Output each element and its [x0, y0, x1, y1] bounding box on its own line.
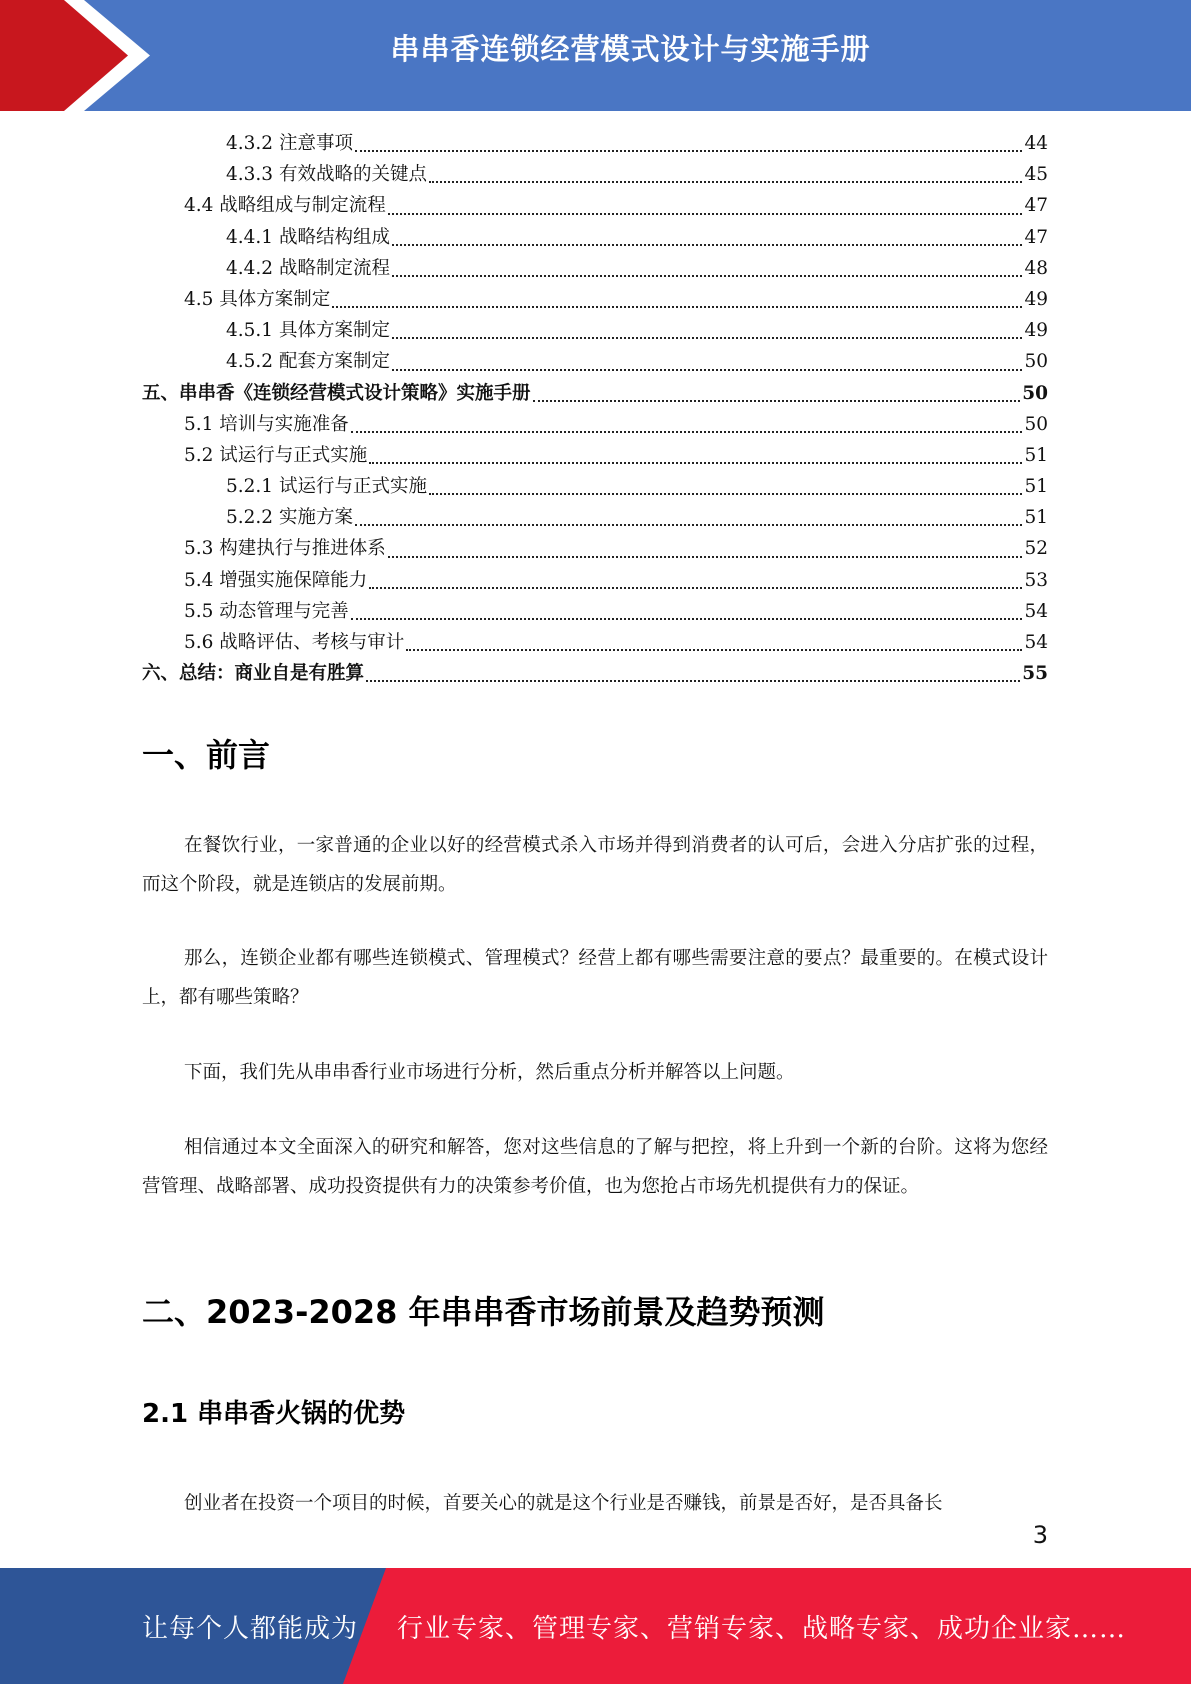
footer-slogan-left: 让每个人都能成为 — [142, 1614, 359, 1644]
toc-dot-leader — [332, 306, 1022, 308]
paragraph: 创业者在投资一个项目的时候，首要关心的就是这个行业是否赚钱，前景是否好，是否具备长 — [184, 1493, 943, 1514]
heading-chapter-2: 二、2023-2028 年串串香市场前景及趋势预测 — [142, 1293, 825, 1331]
toc-entry-page: 51 — [1024, 444, 1048, 466]
toc-entry[interactable] — [142, 627, 1048, 658]
toc-entry-label: 4.5.2 配套方案制定 — [226, 351, 390, 373]
header-chevron-decoration — [0, 0, 160, 111]
toc-dot-leader — [406, 649, 1022, 651]
toc-entry[interactable] — [142, 284, 1048, 315]
toc-entry[interactable] — [142, 658, 1048, 689]
toc-entry[interactable] — [142, 471, 1048, 502]
heading-section-2-1: 2.1 串串香火锅的优势 — [142, 1399, 406, 1429]
page-number: 3 — [1032, 1521, 1048, 1549]
toc-entry-page: 54 — [1024, 600, 1048, 622]
toc-entry[interactable] — [142, 315, 1048, 346]
toc-dot-leader — [369, 587, 1022, 589]
toc-dot-leader — [533, 400, 1021, 402]
toc-entry[interactable] — [142, 346, 1048, 377]
toc-dot-leader — [429, 181, 1022, 183]
toc-entry-label: 5.2.2 实施方案 — [226, 507, 353, 529]
toc-dot-leader — [355, 150, 1023, 152]
toc-entry-page: 52 — [1024, 538, 1048, 560]
toc-entry[interactable] — [142, 596, 1048, 627]
toc-entry-label: 4.3.3 有效战略的关键点 — [226, 164, 427, 186]
toc-dot-leader — [392, 275, 1022, 277]
toc-entry-label: 4.5 具体方案制定 — [184, 288, 331, 310]
toc-entry-page: 50 — [1024, 351, 1048, 373]
toc-dot-leader — [392, 244, 1022, 246]
toc-entry[interactable] — [142, 128, 1048, 159]
toc-entry-label: 五、串串香《连锁经营模式设计策略》实施手册 — [142, 382, 531, 404]
toc-dot-leader — [355, 524, 1023, 526]
toc-entry-label: 4.4 战略组成与制定流程 — [184, 195, 386, 217]
toc-entry-label: 5.4 增强实施保障能力 — [184, 569, 368, 591]
toc-entry-page: 51 — [1024, 476, 1048, 498]
toc-entry-label: 4.3.2 注意事项 — [226, 133, 353, 154]
toc-entry-label: 5.1 培训与实施准备 — [184, 413, 349, 435]
toc-entry-page: 49 — [1024, 320, 1048, 342]
toc-entry-label: 5.3 构建执行与推进体系 — [184, 538, 386, 560]
toc-dot-leader — [388, 556, 1023, 558]
paragraph: 相信通过本文全面深入的研究和解答，您对这些信息的了解与把控，将上升到一个新的台阶。这将为您经营管理、战略部署、成功投资提供有力的决策参考价值，也为您抢占市场先机提供有力的保证。 — [142, 1137, 1048, 1197]
toc-entry-page: 51 — [1024, 507, 1048, 529]
toc-entry[interactable] — [142, 253, 1048, 284]
toc-dot-leader — [366, 680, 1020, 682]
toc-entry[interactable] — [142, 222, 1048, 253]
toc-entry-page: 55 — [1022, 663, 1048, 685]
toc-entry-page: 49 — [1024, 288, 1048, 310]
toc-entry-page: 44 — [1024, 133, 1048, 154]
toc-entry-label: 4.4.1 战略结构组成 — [226, 226, 390, 248]
toc-entry-page: 47 — [1024, 195, 1048, 217]
toc-entry[interactable] — [142, 533, 1048, 564]
page-header — [0, 0, 1191, 111]
paragraph: 下面，我们先从串串香行业市场进行分析，然后重点分析并解答以上问题。 — [184, 1062, 795, 1083]
toc-entry-page: 48 — [1024, 257, 1048, 279]
toc-entry-page: 47 — [1024, 226, 1048, 248]
toc-entry-page: 50 — [1024, 413, 1048, 435]
toc-dot-leader — [429, 493, 1022, 495]
footer-slogan-right: 行业专家、管理专家、营销专家、战略专家、成功企业家…… — [397, 1614, 1127, 1644]
toc-entry[interactable] — [142, 502, 1048, 533]
toc-dot-leader — [351, 618, 1023, 620]
toc-entry[interactable] — [142, 565, 1048, 596]
toc-entry-page: 54 — [1024, 632, 1048, 653]
toc-entry-page: 50 — [1022, 382, 1048, 404]
paragraph: 在餐饮行业，一家普通的企业以好的经营模式杀入市场并得到消费者的认可后，会进入分店扩张的过程，而这个阶段，就是连锁店的发展前期。 — [142, 835, 1048, 895]
toc-dot-leader — [392, 369, 1022, 371]
toc-dot-leader — [351, 431, 1023, 433]
toc-dot-leader — [392, 337, 1022, 339]
toc-entry-label: 5.2.1 试运行与正式实施 — [226, 476, 427, 498]
toc-entry-label: 5.6 战略评估、考核与审计 — [184, 632, 405, 653]
toc-entry[interactable] — [142, 190, 1048, 221]
toc-entry-label: 4.5.1 具体方案制定 — [226, 320, 390, 342]
toc-entry-label: 5.2 试运行与正式实施 — [184, 444, 368, 466]
toc-entry[interactable] — [142, 159, 1048, 190]
toc-entry[interactable] — [142, 440, 1048, 471]
toc-entry-label: 4.4.2 战略制定流程 — [226, 257, 390, 279]
toc-dot-leader — [388, 213, 1023, 215]
toc-entry[interactable] — [142, 378, 1048, 409]
toc-entry[interactable] — [142, 409, 1048, 440]
paragraph: 那么，连锁企业都有哪些连锁模式、管理模式？经营上都有哪些需要注意的要点？最重要的。在模式设计上，都有哪些策略？ — [142, 948, 1048, 1008]
toc-entry-label: 5.5 动态管理与完善 — [184, 600, 349, 622]
page-footer — [0, 1568, 1191, 1684]
toc-entry-page: 45 — [1024, 164, 1048, 186]
table-of-contents — [142, 128, 1048, 689]
toc-entry-page: 53 — [1024, 569, 1048, 591]
document-title: 串串香连锁经营模式设计与实施手册 — [390, 32, 871, 66]
toc-dot-leader — [369, 462, 1022, 464]
toc-entry-label: 六、总结：商业自是有胜算 — [142, 663, 365, 685]
heading-preface: 一、前言 — [142, 736, 271, 774]
